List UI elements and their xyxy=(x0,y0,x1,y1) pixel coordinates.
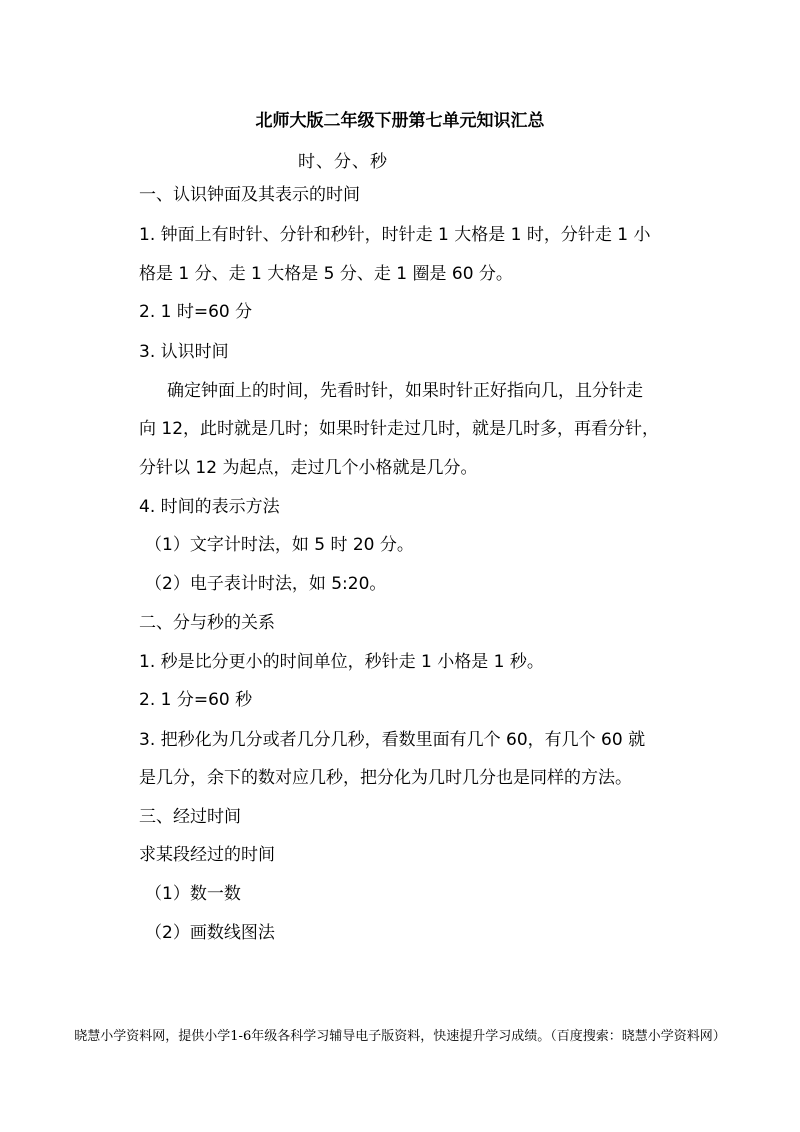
section-heading-2: 二、分与秒的关系 xyxy=(139,613,275,633)
paragraph-line: 是几分，余下的数对应几秒，把分化为几时几分也是同样的方法。 xyxy=(139,768,632,788)
list-item: （2）画数线图法 xyxy=(145,923,275,943)
paragraph-line: 1. 钟面上有时针、分针和秒针，时针走 1 大格是 1 时，分针走 1 小 xyxy=(139,225,651,245)
paragraph-line: 3. 把秒化为几分或者几分几秒，看数里面有几个 60，有几个 60 就 xyxy=(139,730,646,750)
list-item: （1）数一数 xyxy=(145,884,241,904)
paragraph-line: 确定钟面上的时间，先看时针，如果时针正好指向几，且分针走 xyxy=(167,381,643,401)
subsection-heading: 4. 时间的表示方法 xyxy=(139,497,280,517)
section-heading-1: 一、认识钟面及其表示的时间 xyxy=(139,185,360,205)
section-heading-3: 三、经过时间 xyxy=(139,807,241,827)
page-footer: 晓慧小学资料网，提供小学1-6年级各科学习辅导电子版资料，快速提升学习成绩。（百度搜索：晓慧小学资料网） xyxy=(74,1029,726,1044)
list-item: （1）文字计时法，如 5 时 20 分。 xyxy=(145,535,414,555)
document-title: 北师大版二年级下册第七单元知识汇总 xyxy=(255,111,545,131)
subsection-heading: 3. 认识时间 xyxy=(139,342,229,362)
paragraph-line: 1. 秒是比分更小的时间单位，秒针走 1 小格是 1 秒。 xyxy=(139,652,544,672)
paragraph-line: 向 12，此时就是几时；如果时针走过几时，就是几时多，再看分针， xyxy=(139,419,660,439)
paragraph-line: 2. 1 时=60 分 xyxy=(139,302,253,322)
paragraph-line: 求某段经过的时间 xyxy=(139,845,275,865)
document-subtitle: 时、分、秒 xyxy=(298,152,388,172)
paragraph-line: 格是 1 分、走 1 大格是 5 分、走 1 圈是 60 分。 xyxy=(139,264,513,284)
paragraph-line: 2. 1 分=60 秒 xyxy=(139,690,253,710)
list-item: （2）电子表计时法，如 5:20。 xyxy=(145,574,387,594)
paragraph-line: 分针以 12 为起点，走过几个小格就是几分。 xyxy=(139,458,478,478)
